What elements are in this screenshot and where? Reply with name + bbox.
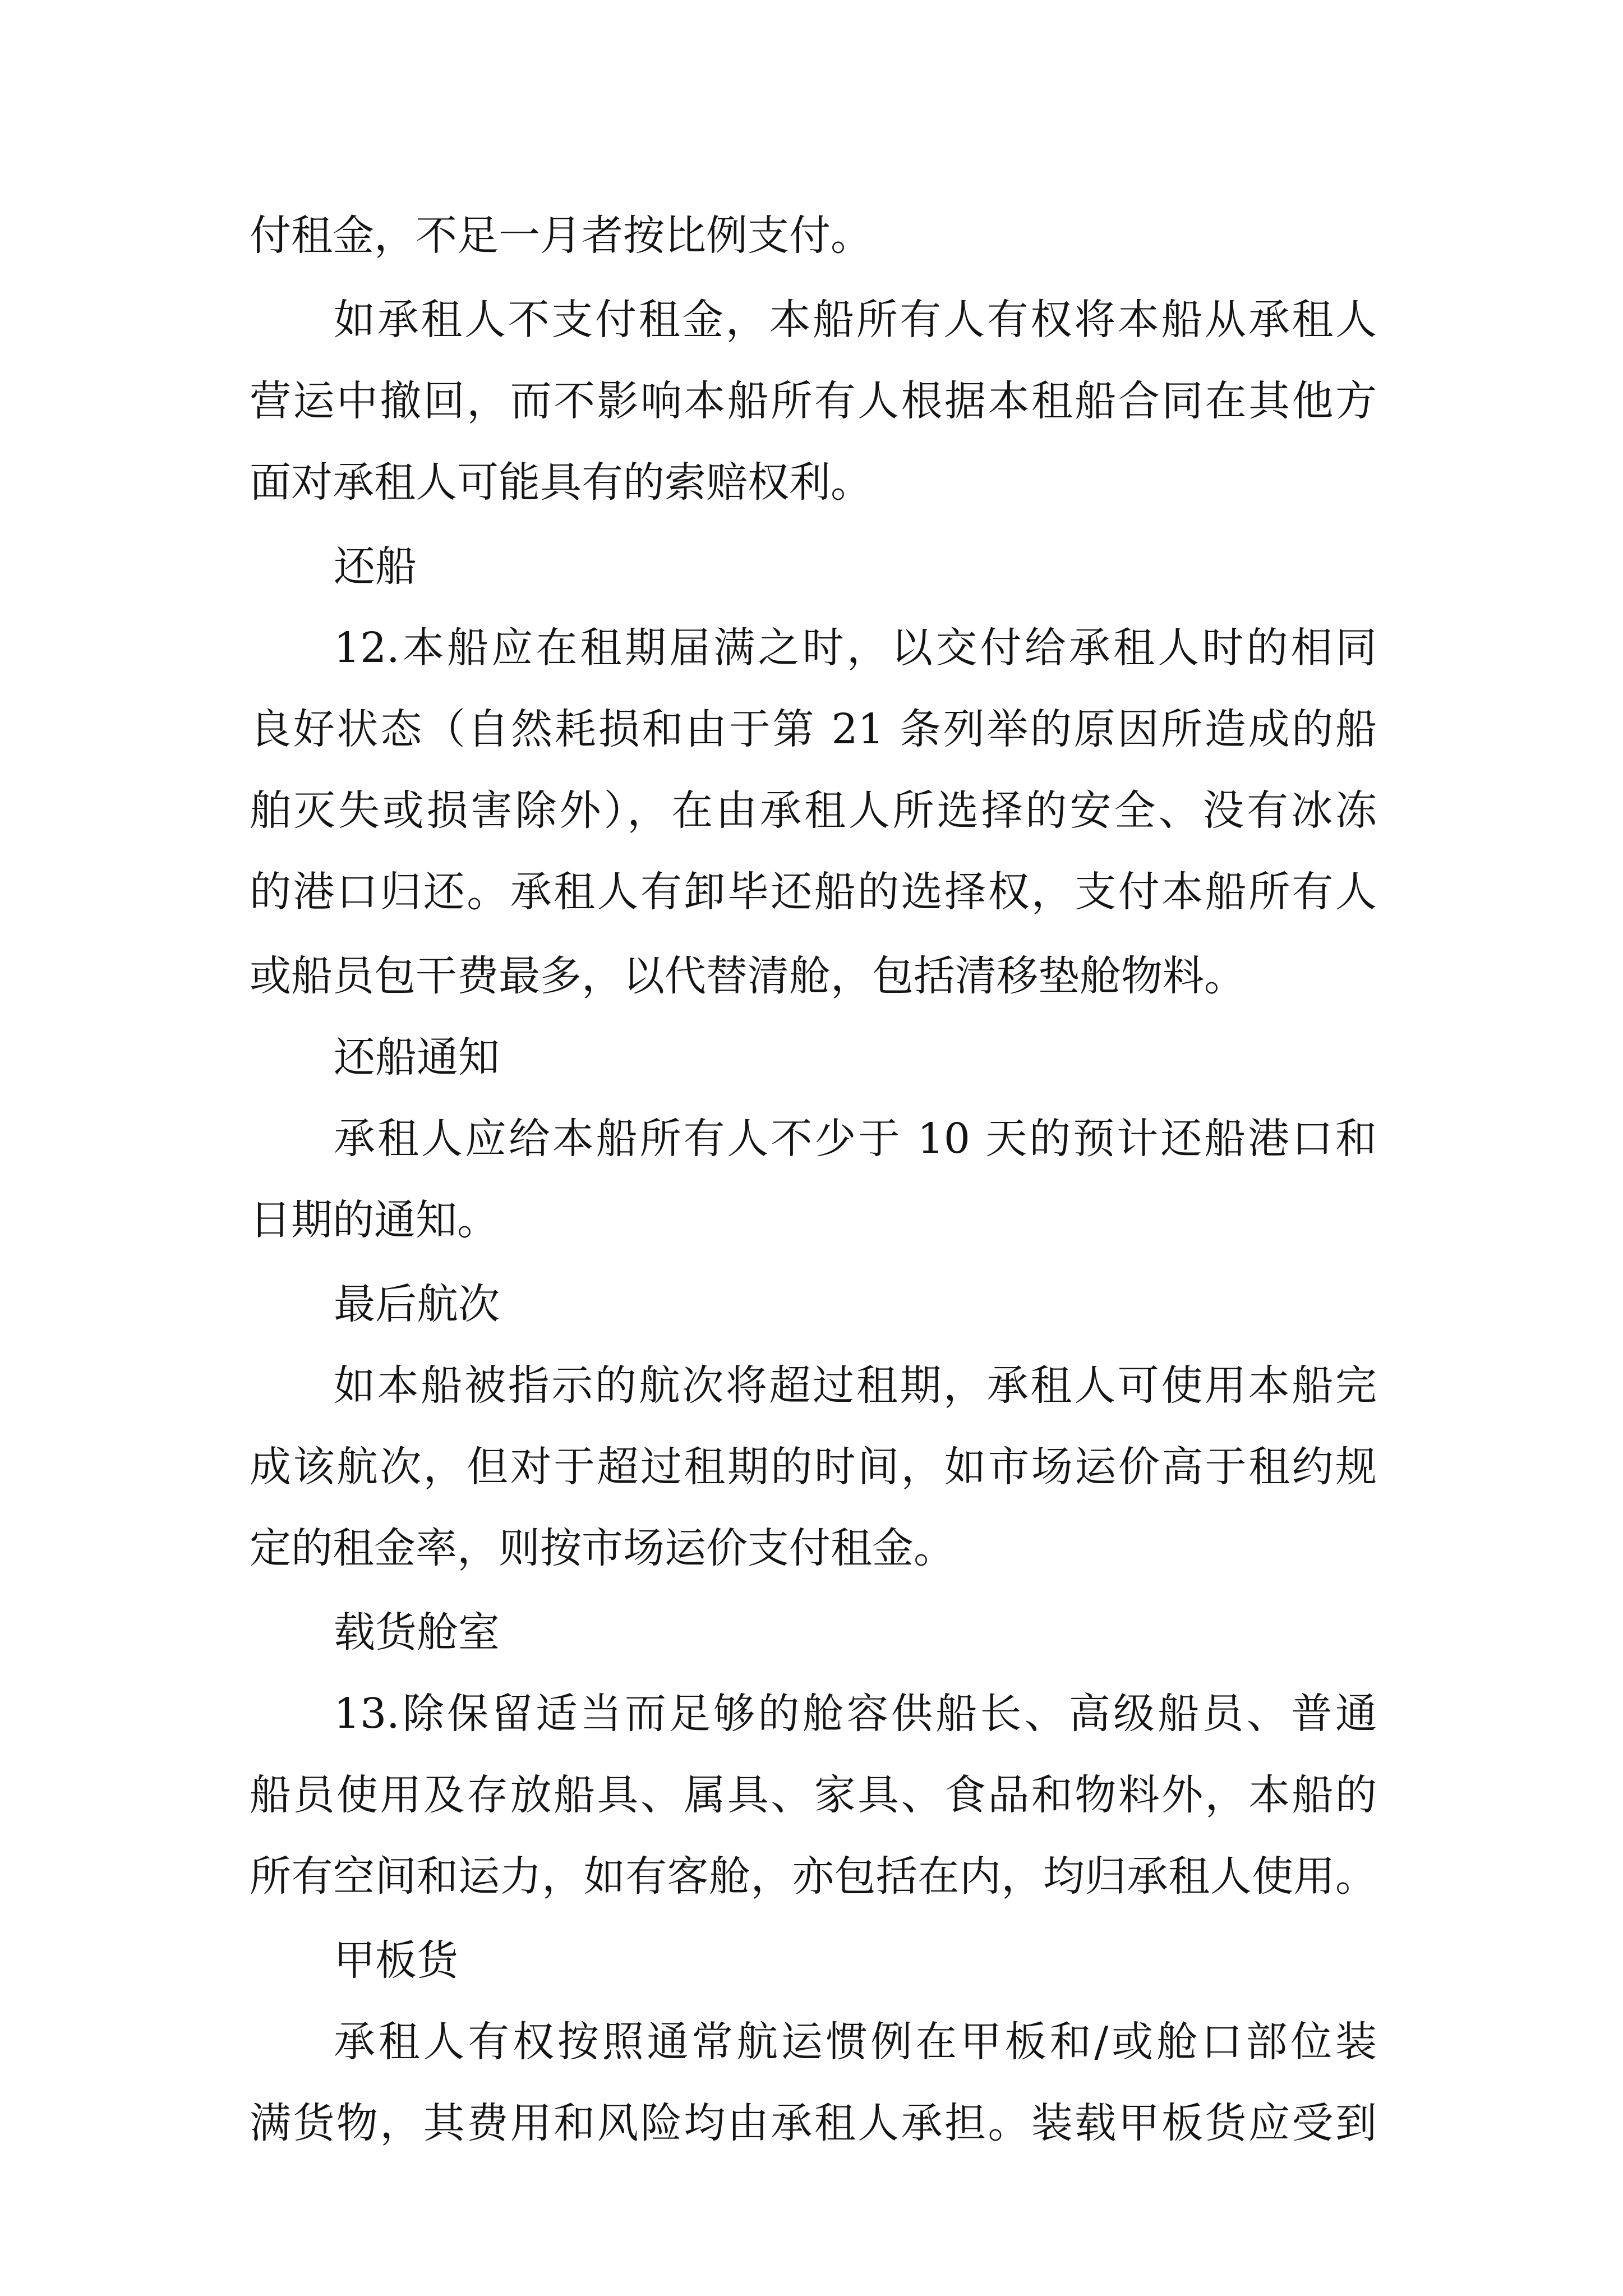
- text-line: 如承租人不支付租金，本船所有人有权将本船从承租人: [334, 296, 1377, 344]
- text-line: 面对承租人可能具有的索赔权利。: [250, 458, 872, 507]
- text-line: 定的租金率，则按市场运价支付租金。: [250, 1524, 955, 1572]
- text-line: 的港口归还。承租人有卸毕还船的选择权，支付本船所有人: [250, 868, 1377, 916]
- text-line: 成该航次，但对于超过租期的时间，如市场运价高于租约规: [250, 1443, 1377, 1491]
- text-line: 所有空间和运力，如有客舱，亦包括在内，均归承租人使用。: [250, 1852, 1377, 1901]
- text-line: 如本船被指示的航次将超过租期，承租人可使用本船完: [334, 1361, 1377, 1410]
- section-heading: 载货舱室: [334, 1608, 500, 1657]
- section-heading: 最后航次: [334, 1280, 500, 1328]
- text-line: 13.除保留适当而足够的舱容供船长、高级船员、普通: [334, 1690, 1377, 1738]
- text-line: 良好状态（自然耗损和由于第 21 条列举的原因所造成的船: [250, 705, 1377, 753]
- section-heading: 甲板货: [334, 1936, 458, 1985]
- section-heading: 还船通知: [334, 1033, 500, 1082]
- text-line: 舶灭失或损害除外），在由承租人所选择的安全、没有冰冻: [250, 786, 1377, 835]
- text-line: 营运中撤回，而不影响本船所有人根据本租船合同在其他方: [250, 377, 1377, 425]
- text-line: 满货物，其费用和风险均由承租人承担。装载甲板货应受到: [250, 2099, 1377, 2147]
- text-line: 12.本船应在租期届满之时，以交付给承租人时的相同: [334, 624, 1377, 672]
- text-line: 承租人有权按照通常航运惯例在甲板和/或舱口部位装: [334, 2018, 1377, 2066]
- section-heading: 还船: [334, 542, 417, 591]
- text-line: 日期的通知。: [250, 1196, 499, 1244]
- text-line: 承租人应给本船所有人不少于 10 天的预计还船港口和: [334, 1115, 1377, 1163]
- text-line: 船员使用及存放船具、属具、家具、食品和物料外，本船的: [250, 1771, 1377, 1819]
- text-line: 或船员包干费最多，以代替清舱，包括清移垫舱物料。: [250, 952, 1246, 1000]
- text-line: 付租金，不足一月者按比例支付。: [250, 211, 872, 260]
